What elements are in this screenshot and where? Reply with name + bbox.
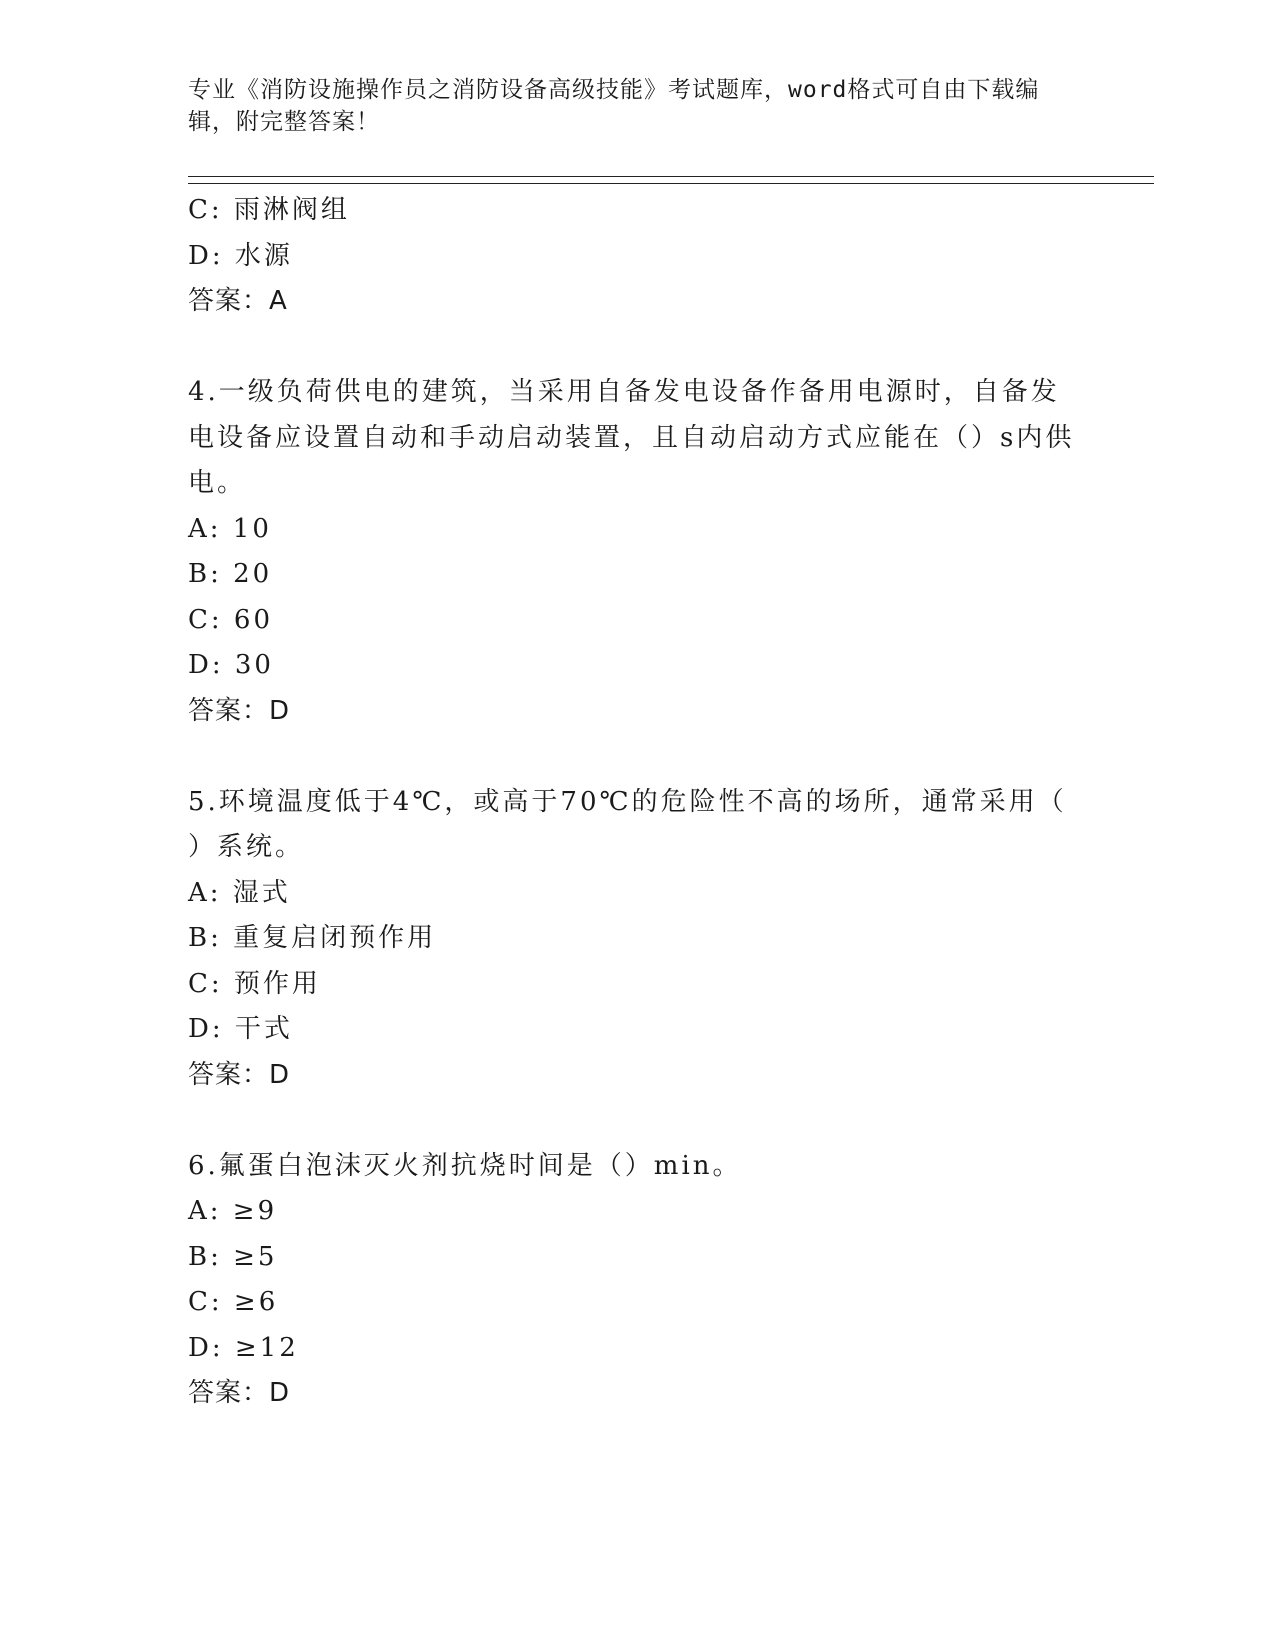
question-4 (188, 370, 1088, 734)
option-d: D: 干式 (188, 1014, 293, 1044)
question-text-line: 5.环境温度低于4℃，或高于70℃的危险性不高的场所，通常采用（ (188, 786, 1067, 817)
question-text-line: 电设备应设置自动和手动启动装置，且自动启动方式应能在（）s内供 (188, 422, 1075, 453)
option-a: A: 10 (188, 513, 272, 544)
option-c: C: 预作用 (188, 968, 321, 999)
option-a: A: ≥9 (188, 1196, 278, 1226)
question-text-line: ）系统。 (188, 832, 305, 862)
question-text-line: 4.一级负荷供电的建筑，当采用自备发电设备作备用电源时，自备发 (188, 377, 1060, 407)
header-rule-top (188, 176, 1154, 177)
question-text-line: 6.氟蛋白泡沫灭火剂抗烧时间是（）min。 (188, 1150, 742, 1181)
option-d: D: 水源 (188, 240, 293, 271)
option-b: B: 20 (188, 559, 273, 589)
header-rule-bottom (188, 183, 1154, 184)
answer-line: 答案：D (188, 695, 291, 726)
option-d: D: ≥12 (188, 1332, 299, 1363)
option-b: B: ≥5 (188, 1241, 278, 1272)
option-c: C: ≥6 (188, 1287, 279, 1317)
option-c: C: 雨淋阀组 (188, 195, 350, 225)
option-d: D: 30 (188, 650, 274, 680)
option-a: A: 湿式 (188, 877, 291, 908)
option-c: C: 60 (188, 604, 274, 635)
answer-line: 答案：D (188, 1378, 291, 1408)
question-text-line: 电。 (188, 468, 247, 498)
option-b: B: 重复启闭预作用 (188, 923, 437, 953)
document-header (188, 74, 1088, 138)
question-3-continued (188, 188, 1088, 325)
answer-line: 答案：A (188, 286, 288, 316)
header-line-1: 专业《消防设施操作员之消防设备高级技能》考试题库，word格式可自由下载编 (188, 77, 1040, 103)
header-line-2: 辑，附完整答案！ (188, 109, 380, 135)
answer-line: 答案：D (188, 1059, 291, 1090)
question-5 (188, 780, 1088, 1099)
question-list (188, 188, 1088, 1417)
question-6 (188, 1144, 1088, 1417)
